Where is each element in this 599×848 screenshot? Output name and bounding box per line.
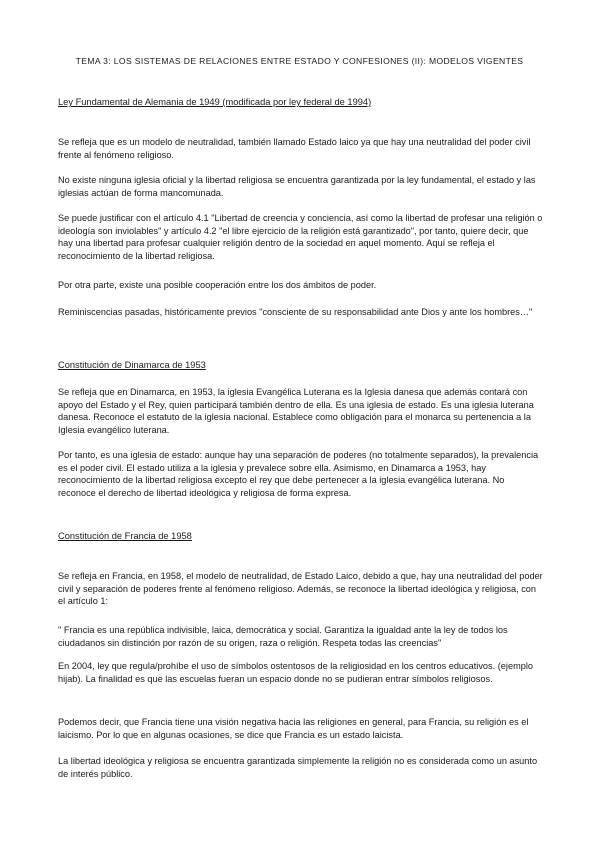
paragraph: La libertad ideológica y religiosa se encuentra garantizada simplemente la religión no es considerada como un asunto de interés público.	[58, 756, 538, 779]
section-heading-alemania: Ley Fundamental de Alemania de 1949 (modificada por ley federal de 1994)	[58, 97, 372, 107]
paragraph: Podemos decir, que Francia tiene una visión negativa hacia las religiones en general, para Francia, su religión es el laicismo. Por lo que en algunas ocasiones, se dice que Francia es un estado laicista.	[58, 717, 529, 740]
paragraph: Por tanto, es una iglesia de estado: aunque hay una separación de poderes (no totalmente separados), la prevalencia es el poder civil. El estado utiliza a la iglesia y prevalece sobre ella. Asimismo, en Dinamarca a 1953, hay reconocimiento de la libertad religiosa excepto el rey que debe pertenecer a la iglesia evangélica luterana. No reconoce el derecho de libertad ideológica y religiosa de forma expresa.	[58, 450, 539, 498]
paragraph: Por otra parte, existe una posible cooperación entre los dos ámbitos de poder.	[58, 280, 377, 290]
section-heading-francia: Constitución de Francia de 1958	[58, 531, 192, 541]
paragraph: Se puede justificar con el artículo 4.1 "Libertad de creencia y conciencia, así como la libertad de profesar una religión o ideología son inviolables" y artículo 4.2 "el libre ejercicio de la religión está garantizado", por tanto, quiere decir, que hay una libertad para profesar cualquier religión dentro de la sociedad en aquel momento. Aquí se refleja el reconocimiento de la libertad religiosa.	[58, 213, 543, 261]
paragraph: Se refleja que en Dinamarca, en 1953, la iglesia Evangélica Luterana es la Iglesia danesa que además contará con apoyo del Estado y el Rey, quien participará también dentro de ella. Es una iglesia de estado. Es una iglesia luterana danesa. Reconoce el estatuto de la iglesia nacional. Establece como obligación para el monarca su pertenencia a la Iglesia evangélico luterana.	[58, 387, 534, 435]
paragraph: No existe ninguna iglesia oficial y la libertad religiosa se encuentra garantizada por la ley fundamental, el estado y las iglesias actúan de forma mancomunada.	[58, 175, 536, 198]
paragraph: Reminiscencias pasadas, históricamente previos "consciente de su responsabilidad ante Dios y ante los hombres…"	[58, 307, 533, 317]
section-heading-dinamarca: Constitución de Dinamarca de 1953	[58, 360, 206, 370]
paragraph: En 2004, ley que regula/prohíbe el uso de símbolos ostentosos de la religiosidad en los centros educativos. (ejemplo hijab). La finalidad es que las escuelas fueran un espacio donde no se pudieran entrar símbolos religiosos.	[58, 661, 533, 684]
document-title: TEMA 3: LOS SISTEMAS DE RELACIONES ENTRE ESTADO Y CONFESIONES (II): MODELOS VIGENTES	[75, 56, 524, 66]
paragraph: Se refleja en Francia, en 1958, el modelo de neutralidad, de Estado Laico, debido a que, hay una neutralidad del poder civil y separación de poderes frente al fenómeno religioso. Además, se reconoce la libertad ideológica y religiosa, con el artículo 1:	[58, 571, 543, 606]
paragraph: " Francia es una república indivisible, laica, democrática y social. Garantiza la igualdad ante la ley de todos los ciudadanos sin distinción por razón de su origen, raza o religión. Respeta todas las creencias"	[58, 625, 508, 648]
paragraph: Se refleja que es un modelo de neutralidad, también llamado Estado laico ya que hay una neutralidad del poder civil frente al fenómeno religioso.	[58, 137, 531, 160]
